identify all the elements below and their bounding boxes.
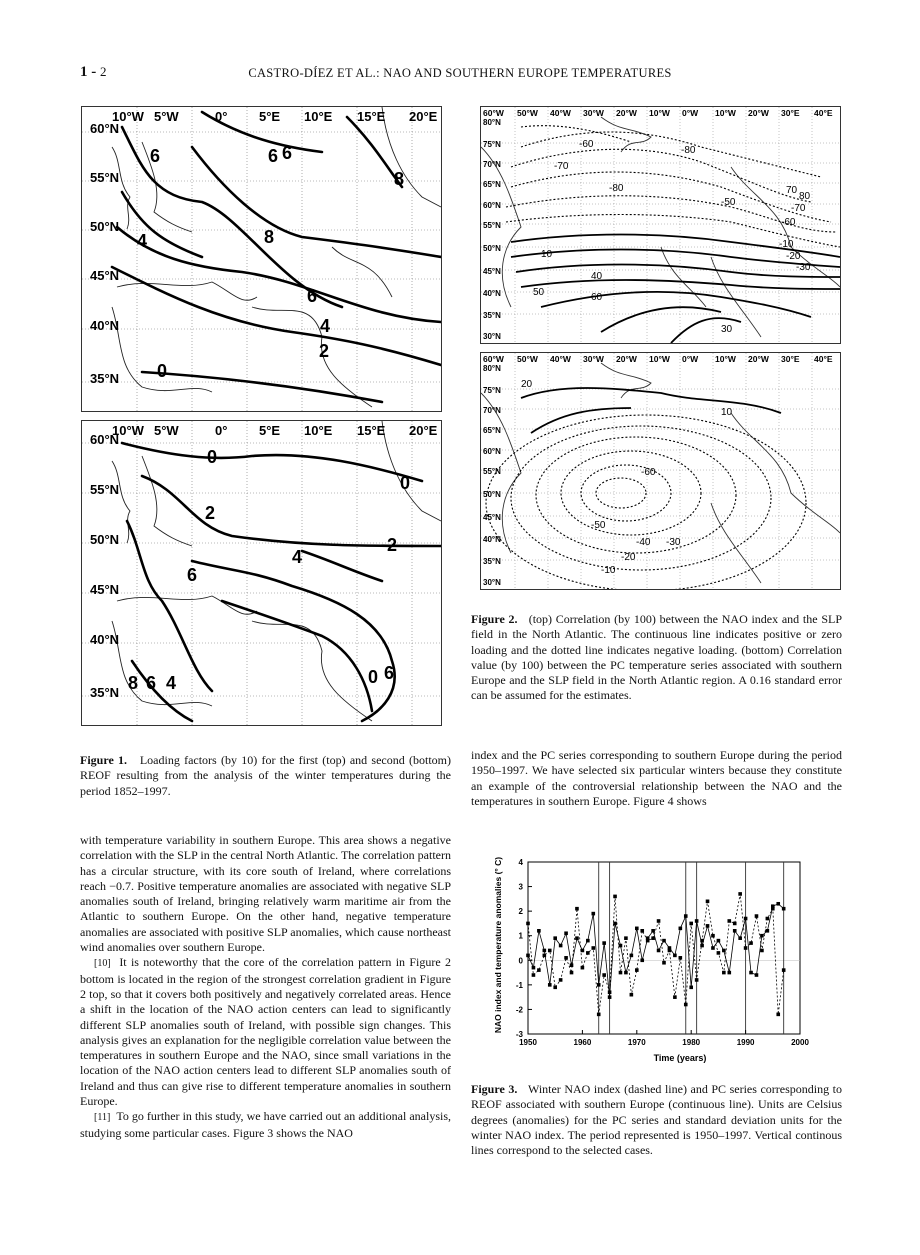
- x-tick-labels: [519, 1030, 809, 1047]
- svg-text:5°W: 5°W: [154, 109, 179, 124]
- svg-text:6: 6: [282, 143, 293, 163]
- pc-point: [543, 949, 547, 953]
- svg-text:45°N: 45°N: [90, 268, 120, 283]
- svg-text:2: 2: [205, 503, 216, 523]
- pc-point: [727, 971, 731, 975]
- nao-point: [776, 1013, 780, 1017]
- svg-text:70: 70: [786, 185, 798, 196]
- nao-point: [532, 973, 536, 977]
- nao-point: [749, 941, 753, 945]
- figure1-bottom-lon-labels: [112, 423, 438, 438]
- svg-text:40°N: 40°N: [483, 289, 501, 298]
- paragraph-10: [10] It is noteworthy that the core of the correlation pattern in Figure 2 bottom is located in the region of the strongest correlation gradient in Figure 2 top, so that it covers both positively and negatively correlated areas. Hence a shift in the location of the NAO action centers can lead to significantly different SLP anomalies south of Ireland, with possible sign changes. This analysis gives an explanation for the negligible correlation value between the temperatures in southern Europe and the NAO, since small variations in the location of the NAO action centers lead to different SLP anomalies south of Ireland and thus can give rise to different temperature anomalies in southern Europe.: [80, 955, 452, 1109]
- svg-text:30: 30: [721, 324, 733, 335]
- svg-text:6: 6: [150, 146, 161, 166]
- pc-series: [526, 902, 785, 999]
- pc-point: [602, 941, 606, 945]
- figure1-bottom-contour-labels: [128, 447, 410, 693]
- svg-text:8: 8: [264, 227, 275, 247]
- svg-text:6: 6: [187, 565, 198, 585]
- pc-point: [559, 944, 563, 948]
- svg-text:2: 2: [319, 341, 330, 361]
- pc-point: [662, 939, 666, 943]
- right-column-text: [471, 748, 842, 809]
- svg-text:50°N: 50°N: [90, 219, 120, 234]
- page-number: 1 - 2: [80, 64, 107, 80]
- svg-text:10°E: 10°E: [304, 109, 333, 124]
- svg-text:45°N: 45°N: [483, 513, 501, 522]
- pc-point: [706, 924, 710, 928]
- svg-text:35°N: 35°N: [90, 685, 120, 700]
- running-title: CASTRO-DÍEZ ET AL.: NAO AND SOUTHERN EUROPE TEMPERATURES: [248, 66, 672, 80]
- nao-point: [635, 968, 639, 972]
- figure2-caption: [471, 612, 842, 704]
- pc-point: [755, 973, 759, 977]
- svg-text:2: 2: [387, 535, 398, 555]
- nao-point: [711, 934, 715, 938]
- nao-point: [662, 961, 666, 965]
- svg-text:5°W: 5°W: [154, 423, 179, 438]
- pc-point: [782, 907, 786, 911]
- svg-text:10°E: 10°E: [304, 423, 333, 438]
- pc-point: [635, 927, 639, 931]
- pc-point: [722, 949, 726, 953]
- svg-text:60°N: 60°N: [483, 447, 501, 456]
- svg-text:4: 4: [292, 547, 303, 567]
- nao-point: [608, 990, 612, 994]
- svg-text:50°N: 50°N: [483, 244, 501, 253]
- nao-point: [591, 946, 595, 950]
- nao-point: [553, 986, 557, 990]
- nao-point: [771, 907, 775, 911]
- x-tick-label: 1950: [519, 1038, 537, 1047]
- x-tick-label: 1960: [573, 1038, 592, 1047]
- nao-point: [695, 978, 699, 982]
- pc-point: [738, 936, 742, 940]
- svg-text:20°W: 20°W: [616, 354, 637, 364]
- svg-text:35°N: 35°N: [483, 311, 501, 320]
- paragraph-continued: with temperature variability in southern Europe. This area shows a negative correlation with the SLP in the central North Atlantic. The correlation pattern has a circular structure, with its core south of Ireland, where correlations reach −0.7. Positive temperature anomalies are associated with negative SLP anomalies south of Ireland, bringing relatively warm maritime air from the Atlantic to southern Europe. On the other hand, negative temperature anomalies are associated with positive SLP anomalies, which cause northeast wind anomalies over southern Europe.: [80, 833, 451, 955]
- figure3-caption: [471, 1082, 842, 1158]
- svg-text:0: 0: [207, 447, 218, 467]
- y-tick-label: 3: [518, 882, 523, 892]
- svg-text:40°N: 40°N: [90, 632, 120, 647]
- svg-text:20: 20: [521, 379, 533, 390]
- pc-point: [575, 936, 579, 940]
- svg-text:-20: -20: [621, 552, 636, 563]
- nao-point: [738, 892, 742, 896]
- nao-point: [733, 922, 737, 926]
- svg-text:6: 6: [384, 663, 395, 683]
- svg-text:10°W: 10°W: [715, 108, 736, 118]
- nao-point: [559, 978, 563, 982]
- pc-point: [684, 914, 688, 918]
- nao-point: [706, 900, 710, 904]
- svg-text:10°W: 10°W: [715, 354, 736, 364]
- y-tick-label: 0: [518, 956, 523, 966]
- pc-point: [586, 939, 590, 943]
- nao-point: [744, 946, 748, 950]
- x-axis-label: Time (years): [653, 1053, 707, 1063]
- svg-text:8: 8: [394, 169, 405, 189]
- selected-case-lines: [599, 862, 784, 1034]
- svg-text:-80: -80: [681, 145, 696, 156]
- paragraph-10-number: [10]: [94, 958, 111, 970]
- pc-point: [689, 986, 693, 990]
- nao-point: [782, 968, 786, 972]
- y-tick-label: 4: [518, 858, 523, 867]
- nao-point: [586, 951, 590, 955]
- svg-text:15°E: 15°E: [357, 423, 386, 438]
- figure1-top-lat-labels: [90, 121, 119, 386]
- svg-text:55°N: 55°N: [90, 482, 120, 497]
- nao-point: [597, 1013, 601, 1017]
- nao-point: [657, 919, 661, 923]
- x-tick-label: 2000: [791, 1038, 809, 1047]
- pc-point: [619, 944, 623, 948]
- nao-point: [766, 917, 770, 921]
- svg-text:70°N: 70°N: [483, 406, 501, 415]
- y-tick-label: -2: [515, 1005, 523, 1015]
- pc-point: [640, 958, 644, 962]
- nao-point: [700, 939, 704, 943]
- svg-text:0°: 0°: [215, 423, 228, 438]
- svg-text:-20: -20: [786, 251, 801, 262]
- svg-text:-30: -30: [666, 537, 681, 548]
- nao-point: [689, 922, 693, 926]
- svg-text:50°N: 50°N: [483, 490, 501, 499]
- nao-point: [543, 954, 547, 958]
- svg-text:0: 0: [400, 473, 411, 493]
- svg-text:-10: -10: [779, 239, 794, 250]
- nao-point: [755, 914, 759, 918]
- svg-text:30°E: 30°E: [781, 108, 800, 118]
- figure2-bottom-lon-labels: [483, 354, 833, 364]
- svg-text:45°N: 45°N: [90, 582, 120, 597]
- svg-text:30°N: 30°N: [483, 578, 501, 587]
- figure2-caption-label: Figure 2.: [471, 612, 518, 626]
- nao-point: [727, 919, 731, 923]
- svg-text:5°E: 5°E: [259, 109, 281, 124]
- nao-point: [651, 936, 655, 940]
- svg-text:4: 4: [166, 673, 177, 693]
- pc-point: [651, 929, 655, 933]
- svg-text:50°W: 50°W: [517, 354, 538, 364]
- y-tick-label: -1: [515, 980, 523, 990]
- svg-text:-70: -70: [791, 203, 806, 214]
- svg-text:45°N: 45°N: [483, 267, 501, 276]
- figure3-chart: [490, 852, 830, 1068]
- svg-text:0: 0: [157, 361, 168, 381]
- left-column-text: [80, 833, 451, 1141]
- svg-text:80°N: 80°N: [483, 118, 501, 127]
- svg-text:10: 10: [541, 249, 553, 260]
- nao-point: [679, 956, 683, 960]
- nao-point: [624, 936, 628, 940]
- svg-text:65°N: 65°N: [483, 426, 501, 435]
- nao-point: [646, 939, 650, 943]
- pc-point: [717, 939, 721, 943]
- svg-text:10: 10: [721, 407, 733, 418]
- paragraph-11: [11] To go further in this study, we have carried out an additional analysis, studying some particular cases. Figure 3 shows the NAO: [80, 1109, 452, 1140]
- svg-text:6: 6: [307, 286, 318, 306]
- svg-text:0°W: 0°W: [682, 108, 699, 118]
- figure2-bottom-map: [480, 352, 841, 590]
- svg-text:60°W: 60°W: [483, 354, 504, 364]
- svg-text:10°W: 10°W: [112, 109, 144, 124]
- right-paragraph: index and the PC series corresponding to southern Europe during the period 1950–1997. We have selected six particular winters because they constitute an example of the controversial relationship between the NAO and the temperatures in southern Europe. Figure 4 shows: [471, 748, 842, 808]
- pc-point: [548, 983, 552, 987]
- svg-text:6: 6: [268, 146, 279, 166]
- y-tick-labels: [516, 858, 532, 1039]
- pc-point: [630, 954, 634, 958]
- pc-point: [564, 931, 568, 935]
- pc-point: [760, 934, 764, 938]
- svg-text:80°N: 80°N: [483, 364, 501, 373]
- pc-point: [733, 929, 737, 933]
- svg-text:60°N: 60°N: [483, 201, 501, 210]
- nao-point: [613, 895, 617, 899]
- svg-text:40°W: 40°W: [550, 354, 571, 364]
- svg-text:10°W: 10°W: [649, 108, 670, 118]
- y-tick-label: 2: [518, 907, 523, 917]
- svg-text:40°N: 40°N: [90, 318, 120, 333]
- pc-point: [570, 963, 574, 967]
- svg-text:50°N: 50°N: [90, 532, 120, 547]
- figure1-caption: [80, 753, 451, 799]
- figure1-bottom-lat-labels: [90, 432, 119, 700]
- figure1-top-lon-labels: [112, 109, 438, 124]
- svg-text:0°W: 0°W: [682, 354, 699, 364]
- svg-text:40°E: 40°E: [814, 108, 833, 118]
- svg-text:-70: -70: [554, 161, 569, 172]
- svg-text:-80: -80: [609, 183, 624, 194]
- svg-text:20°W: 20°W: [616, 108, 637, 118]
- svg-text:4: 4: [137, 231, 148, 251]
- svg-text:70°N: 70°N: [483, 160, 501, 169]
- svg-text:20°E: 20°E: [409, 423, 438, 438]
- pc-point: [744, 917, 748, 921]
- svg-text:40°W: 40°W: [550, 108, 571, 118]
- y-tick-label: -3: [515, 1030, 523, 1039]
- nao-point: [575, 907, 579, 911]
- svg-text:20°W: 20°W: [748, 354, 769, 364]
- nao-series: [526, 892, 785, 1016]
- svg-text:10°W: 10°W: [649, 354, 670, 364]
- svg-text:80: 80: [799, 191, 811, 202]
- svg-text:4: 4: [320, 316, 331, 336]
- nao-point: [537, 968, 541, 972]
- svg-text:6: 6: [146, 673, 157, 693]
- figure3-caption-label: Figure 3.: [471, 1082, 518, 1096]
- pc-point: [608, 995, 612, 999]
- svg-text:-10: -10: [601, 565, 616, 576]
- svg-text:20°W: 20°W: [748, 108, 769, 118]
- svg-text:20°E: 20°E: [409, 109, 438, 124]
- svg-text:-50: -50: [721, 197, 736, 208]
- pc-point: [597, 983, 601, 987]
- svg-text:15°E: 15°E: [357, 109, 386, 124]
- nao-point: [570, 971, 574, 975]
- pc-point: [591, 912, 595, 916]
- pc-point: [711, 946, 715, 950]
- pc-point: [673, 954, 677, 958]
- svg-text:35°N: 35°N: [90, 371, 120, 386]
- pc-point: [532, 966, 536, 970]
- svg-text:0: 0: [368, 667, 379, 687]
- pc-point: [624, 971, 628, 975]
- svg-text:40°E: 40°E: [814, 354, 833, 364]
- figure1-bottom-map: [81, 420, 442, 726]
- svg-text:55°N: 55°N: [483, 221, 501, 230]
- figure1-top-map: [81, 106, 442, 412]
- svg-text:-30: -30: [796, 262, 811, 273]
- svg-text:5°E: 5°E: [259, 423, 281, 438]
- running-header: [80, 66, 840, 84]
- svg-text:-60: -60: [579, 139, 594, 150]
- svg-text:8: 8: [128, 673, 139, 693]
- y-axis-label: NAO index and temperature anomalies (° C): [493, 856, 503, 1034]
- x-tick-label: 1990: [736, 1038, 755, 1047]
- pc-point: [749, 971, 753, 975]
- nao-point: [526, 922, 530, 926]
- x-tick-label: 1980: [682, 1038, 701, 1047]
- svg-text:35°N: 35°N: [483, 557, 501, 566]
- nao-point: [722, 971, 726, 975]
- svg-text:75°N: 75°N: [483, 140, 501, 149]
- nao-point: [564, 956, 568, 960]
- figure2-caption-text: (top) Correlation (by 100) between the NAO index and the SLP field in the North Atlantic. The continuous line indicates positive or zero loading and the dotted line indicates negative loading. (bottom) Correlation value (by 100) between the PC temperature series associated with southern Europe and the SLP field in the North Atlantic region. A 0.16 standard error can be assumed for the estimates.: [471, 612, 842, 703]
- nao-point: [760, 949, 764, 953]
- svg-text:55°N: 55°N: [90, 170, 120, 185]
- pc-point: [679, 927, 683, 931]
- svg-text:50°W: 50°W: [517, 108, 538, 118]
- y-tick-label: 1: [518, 931, 523, 941]
- nao-point: [668, 949, 672, 953]
- svg-text:30°W: 30°W: [583, 108, 604, 118]
- pc-point: [776, 902, 780, 906]
- x-tick-label: 1970: [627, 1038, 646, 1047]
- svg-text:40°N: 40°N: [483, 535, 501, 544]
- pc-point: [537, 929, 541, 933]
- figure2-top-map: [480, 106, 841, 344]
- pc-point: [695, 919, 699, 923]
- svg-text:75°N: 75°N: [483, 386, 501, 395]
- svg-text:50: 50: [533, 287, 545, 298]
- svg-text:60°N: 60°N: [90, 432, 120, 447]
- svg-text:0°: 0°: [215, 109, 228, 124]
- svg-text:30°N: 30°N: [483, 332, 501, 341]
- nao-point: [717, 951, 721, 955]
- nao-point: [581, 966, 585, 970]
- nao-point: [640, 929, 644, 933]
- pc-point: [657, 949, 661, 953]
- pc-point: [553, 936, 557, 940]
- nao-point: [548, 949, 552, 953]
- svg-text:30°W: 30°W: [583, 354, 604, 364]
- figure1-caption-label: Figure 1.: [80, 753, 128, 767]
- svg-text:10°W: 10°W: [112, 423, 144, 438]
- svg-text:60°N: 60°N: [90, 121, 120, 136]
- svg-text:-60: -60: [781, 217, 796, 228]
- svg-text:-40: -40: [636, 537, 651, 548]
- svg-text:-60: -60: [641, 467, 656, 478]
- nao-point: [630, 993, 634, 997]
- figure3-caption-text: Winter NAO index (dashed line) and PC series corresponding to REOF associated with southern Europe (continuous line). Units are Celsius degrees (anomalies) for the PC series and standard deviation units for the winter NAO index. The period represented is 1950–1997. Vertical continous lines correspond to the selected cases.: [471, 1082, 842, 1158]
- pc-point: [766, 929, 770, 933]
- nao-point: [673, 995, 677, 999]
- svg-text:30°E: 30°E: [781, 354, 800, 364]
- pc-point: [526, 954, 530, 958]
- pc-point: [700, 944, 704, 948]
- nao-point: [619, 971, 623, 975]
- svg-text:65°N: 65°N: [483, 180, 501, 189]
- paragraph-11-number: [11]: [94, 1112, 111, 1124]
- svg-text:55°N: 55°N: [483, 467, 501, 476]
- svg-text:40: 40: [591, 271, 603, 282]
- svg-text:60°W: 60°W: [483, 108, 504, 118]
- nao-point: [602, 973, 606, 977]
- nao-point: [684, 1003, 688, 1007]
- figure2-top-lon-labels: [483, 108, 833, 118]
- svg-text:-50: -50: [591, 520, 606, 531]
- svg-text:60: 60: [591, 292, 603, 303]
- figure1-caption-text: Loading factors (by 10) for the first (top) and second (bottom) REOF resulting from the analysis of the winter temperatures during the period 1852–1997.: [80, 753, 451, 798]
